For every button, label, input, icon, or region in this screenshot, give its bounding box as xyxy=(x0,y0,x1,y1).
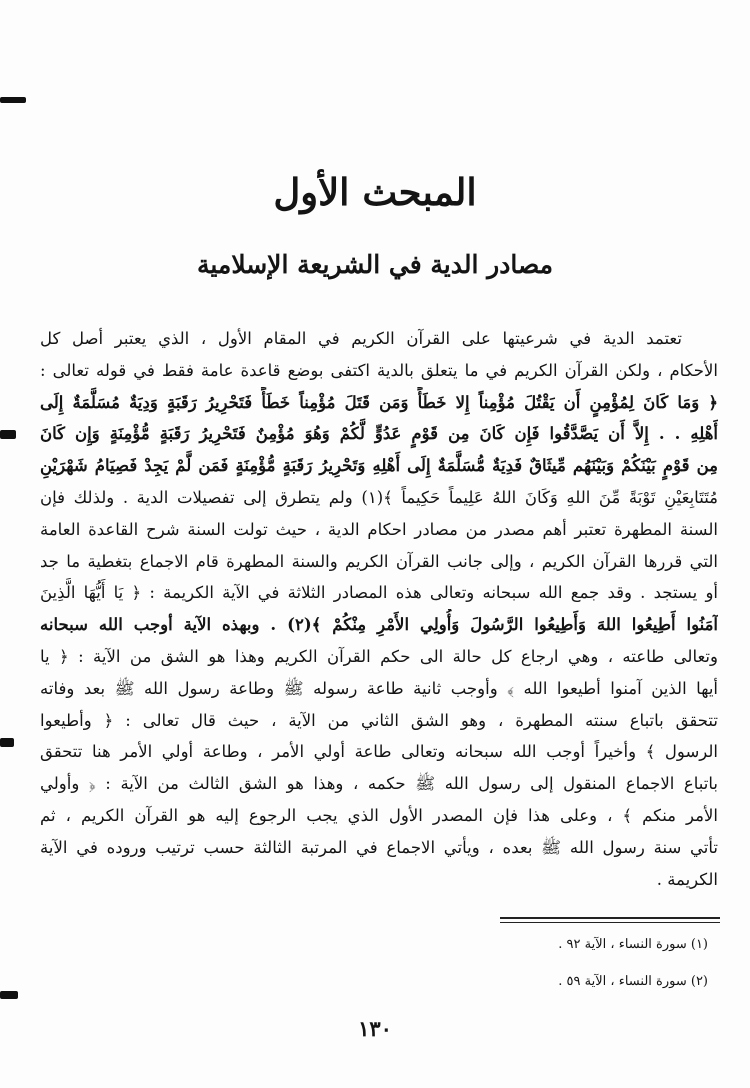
scan-edge-mark xyxy=(0,97,26,103)
footnote-separator xyxy=(500,917,720,919)
body-paragraph xyxy=(40,323,718,895)
footnote-separator xyxy=(500,922,720,923)
footnote-1: (١) سورة النساء ، الآية ٩٢ . xyxy=(558,937,708,952)
chapter-heading: المبحث الأول xyxy=(273,170,477,214)
text-line: الأحكام ، ولكن القرآن الكريم في ما يتعلق بالدية اكتفى بوضع قاعدة عامة فقط في قوله تعالى : xyxy=(40,360,718,380)
text-line: مُتَتَابِعَيْنِ تَوْبَةً مِّنَ اللهِ وَكَانَ اللهُ عَلِيماً حَكِيماً ﴾(١) ولم يتطرق إلى تفصيلات الدية . ولذلك فإن xyxy=(40,487,718,507)
text-line: أيها الذين آمنوا أطيعوا الله ﴾ وأوجب ثانية طاعة رسوله ﷺ وطاعة رسول الله ﷺ بعد وفاته xyxy=(40,678,718,698)
text-line: الرسول ﴾ وأخيراً أوجب الله سبحانه وتعالى طاعة أولي الأمر ، وطاعة أولي الأمر هنا تتحقق xyxy=(40,742,718,762)
scan-edge-mark xyxy=(0,738,14,747)
text-line: تعتمد الدية في شرعيتها على القرآن الكريم في المقام الأول ، الذي يعتبر أصل كل xyxy=(40,329,682,348)
text-line: وتعالى طاعته ، وهي ارجاع كل حالة الى حكم القرآن الكريم وهذا هو الشق من الآية : ﴿ يا xyxy=(40,646,718,666)
text-line: التي قررها القرآن الكريم ، وإلى جانب القرآن الكريم والسنة المطهرة قام الاجماع بتغطية ما جد xyxy=(40,551,718,571)
text-line: السنة المطهرة تعتبر أهم مصدر من مصادر احكام الدية ، حيث تولت السنة شرح القاعدة العامة xyxy=(40,519,718,539)
scan-edge-mark xyxy=(0,430,16,439)
quran-verse-line: أَهْلِهِ . . إِلاَّ أَن يَصَّدَّقُوا فَإِن كَانَ مِن قَوْمٍ عَدُوٍّ لَّكُمْ وَهُوَ مُؤْمِنٌ فَتَحْرِيرُ رَقَبَةٍ مُّؤْمِنَةٍ وَإِن كَانَ xyxy=(40,424,718,444)
quran-verse-line: ﴿ وَمَا كَانَ لِمُؤْمِنٍ أَن يَقْتُلَ مُؤْمِناً إِلا خَطَأً وَمَن قَتَلَ مُؤْمِناً خَطَأً فَتَحْرِيرُ رَقَبَةٍ وَدِيَةٌ مُسَلَّمَةٌ إِلَى xyxy=(40,392,718,412)
text-line: باتباع الاجماع المنقول إلى رسول الله ﷺ حكمه ، وهذا هو الشق الثالث من الآية : ﴿ وأولي xyxy=(40,774,718,794)
page-number: ١٣٠ xyxy=(358,1016,392,1041)
footnote-2: (٢) سورة النساء ، الآية ٥٩ . xyxy=(558,974,708,989)
scan-edge-mark xyxy=(0,991,18,999)
text-line: تتحقق باتباع سنته المطهرة ، وهو الشق الثاني من الآية ، حيث قال تعالى : ﴿ وأطيعوا xyxy=(40,710,718,730)
quran-verse-line: آمَنُوا أَطِيعُوا اللهَ وَأَطِيعُوا الرَّسُولَ وَأُولِي الأَمْرِ مِنْكُمْ ﴾(٢) . وبهذه الآية أوجب الله سبحانه xyxy=(40,615,718,635)
text-line: أو يستجد . وقد جمع الله سبحانه وتعالى هذه المصادر الثلاثة في الآية الكريمة : ﴿ يَا أَيُّهَا الَّذِينَ xyxy=(40,583,718,603)
section-heading: مصادر الدية في الشريعة الإسلامية xyxy=(196,250,554,279)
quran-verse-line: مِن قَوْمٍ بَيْنَكُمْ وَبَيْنَهُم مِّيثَاقٌ فَدِيَةٌ مُّسَلَّمَةٌ إِلَى أَهْلِهِ وَتَحْرِيرُ رَقَبَةٍ مُّؤْمِنَةٍ فَمَن لَّمْ يَجِدْ فَصِيَامُ شَهْرَيْنِ xyxy=(40,456,718,476)
text-line: تأتي سنة رسول الله ﷺ بعده ، ويأتي الاجماع في المرتبة الثالثة حسب ترتيب وروده في الآية xyxy=(40,837,718,857)
text-line: الأمر منكم ﴾ ، وعلى هذا فإن المصدر الأول الذي يجب الرجوع إليه هو القرآن الكريم ، ثم xyxy=(40,805,718,825)
text-line: الكريمة . xyxy=(656,869,718,889)
